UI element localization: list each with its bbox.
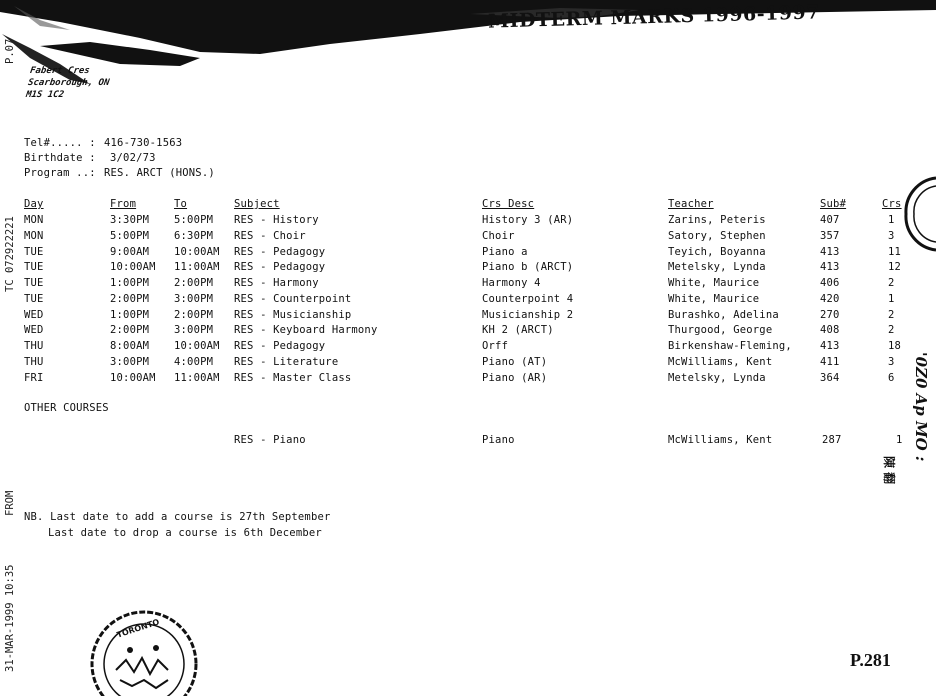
other-course-teacher: McWilliams, Kent [668,434,773,446]
cell-crs: 1 [888,214,895,226]
note-drop-course: Last date to drop a course is 6th December [48,527,322,539]
cell-to: 10:00AM [174,340,220,352]
cell-from: 1:00PM [110,308,150,321]
cell-to: 2:00PM [174,308,214,321]
cell-day: MON [24,214,44,226]
cell-subject: RES - Pedagogy [234,261,326,274]
note-add-course: NB. Last date to add a course is 27th September [24,511,331,523]
cell-to: 6:30PM [174,229,214,242]
tel-value: 416-730-1563 [104,137,183,149]
cell-to: 11:00AM [174,371,220,384]
fax-time: 31-MAR-1999 10:35 [4,564,16,672]
page-number: P.281 [850,650,891,670]
other-course-sub-num: 287 [822,434,842,446]
cell-crs-desc: KH 2 (ARCT) [482,324,554,337]
cell-from: 2:00PM [110,324,150,337]
cell-teacher: White, Maurice [668,277,760,289]
cell-day: MON [24,229,44,242]
cell-subject: RES - Harmony [234,277,319,289]
header-from: From [110,198,137,210]
cell-sub-num: 408 [820,324,840,337]
other-course-desc: Piano [482,434,515,446]
address-line-1: Fabert Cres [29,66,91,76]
cell-day: WED [24,324,44,337]
cell-subject: RES - Pedagogy [234,245,326,258]
cell-from: 5:00PM [110,229,150,242]
cell-crs: 3 [888,229,895,242]
cell-crs-desc: Musicianship 2 [482,308,574,321]
cell-from: 9:00AM [110,245,150,258]
cell-subject: RES - Literature [234,355,339,368]
cell-subject: RES - Musicianship [234,308,352,321]
cell-teacher: Thurgood, George [668,324,773,337]
cell-teacher: Metelsky, Lynda [668,371,766,384]
cell-crs-desc: Piano a [482,245,528,258]
handwritten-annotation: '0Z0 Ap MO : [912,352,930,462]
cell-from: 3:30PM [110,214,150,226]
cell-subject: RES - Master Class [234,371,352,384]
cell-day: THU [24,355,44,368]
cell-crs-desc: Harmony 4 [482,277,541,289]
cell-teacher: McWilliams, Kent [668,355,773,368]
cell-day: TUE [24,292,44,305]
cell-crs-desc: Counterpoint 4 [482,292,574,305]
cell-sub-num: 357 [820,229,840,242]
cell-subject: RES - Counterpoint [234,292,352,305]
other-course-crs: 1 [896,434,903,446]
cell-crs: 2 [888,324,895,337]
cell-crs-desc: Choir [482,229,515,242]
cell-crs-desc: Piano (AT) [482,355,548,368]
fax-page-top: P.07 [4,38,16,64]
cell-crs: 2 [888,308,895,321]
cell-sub-num: 413 [820,245,840,258]
cell-from: 10:00AM [110,371,156,384]
cell-crs: 11 [888,245,902,258]
other-courses-label: OTHER COURSES [24,402,109,414]
cell-day: TUE [24,245,44,258]
cell-sub-num: 413 [820,340,840,352]
cell-subject: RES - Choir [234,229,306,242]
cell-day: THU [24,340,44,352]
cell-day: FRI [24,371,44,384]
cell-crs-desc: History 3 (AR) [482,214,574,226]
edge-stamp-icon [896,176,936,252]
address-line-2: Scarborough, ON [27,78,110,88]
cell-subject: RES - History [234,214,319,226]
cell-teacher: Teyich, Boyanna [668,245,766,258]
cell-teacher: Metelsky, Lynda [668,261,766,274]
cell-teacher: Burashko, Adelina [668,308,779,321]
cell-to: 3:00PM [174,324,214,337]
seal-stamp-text: TORONTO [115,617,161,640]
cell-sub-num: 413 [820,261,840,274]
header-crs: Crs [882,198,902,210]
cell-crs-desc: Orff [482,340,509,352]
fax-from: FROM [4,490,16,516]
program-label: Program ..: [24,167,96,179]
cell-sub-num: 420 [820,292,840,305]
cell-to: 4:00PM [174,355,214,368]
cell-to: 3:00PM [174,292,214,305]
cell-teacher: Birkenshaw-Fleming, [668,340,792,352]
address-line-3: M1S 1C2 [25,90,65,100]
cell-teacher: White, Maurice [668,292,760,305]
cell-from: 8:00AM [110,340,150,352]
cell-to: 11:00AM [174,261,220,274]
cell-crs: 2 [888,277,895,289]
cell-crs-desc: Piano b (ARCT) [482,261,574,274]
cell-day: TUE [24,261,44,274]
cell-day: WED [24,308,44,321]
cell-subject: RES - Pedagogy [234,340,326,352]
header-sub-num: Sub# [820,198,847,210]
seal-stamp-icon [86,600,198,696]
cell-from: 3:00PM [110,355,150,368]
birthdate-label: Birthdate : [24,152,96,164]
cell-to: 10:00AM [174,245,220,258]
cell-from: 10:00AM [110,261,156,274]
cell-crs: 3 [888,355,895,368]
cell-teacher: Zarins, Peteris [668,214,766,226]
program-value: RES. ARCT (HONS.) [104,167,215,179]
cell-sub-num: 270 [820,308,840,321]
cell-teacher: Satory, Stephen [668,229,766,242]
document-title: MIDTERM MARKS 1996-1997 [487,1,821,33]
cell-to: 5:00PM [174,214,214,226]
cell-crs: 1 [888,292,895,305]
cell-sub-num: 406 [820,277,840,289]
cell-from: 1:00PM [110,277,150,289]
tel-label: Tel#..... : [24,137,96,149]
cell-to: 2:00PM [174,277,214,289]
header-to: To [174,198,188,210]
header-subject: Subject [234,198,280,210]
cell-crs: 18 [888,340,902,352]
fax-number: TC 072922221 [4,216,16,292]
header-teacher: Teacher [668,198,714,210]
cell-crs-desc: Piano (AR) [482,371,548,384]
cell-crs: 12 [888,261,902,274]
handwritten-characters: 陳 翻 [882,456,896,485]
header-crs-desc: Crs Desc [482,198,535,210]
cell-subject: RES - Keyboard Harmony [234,324,378,337]
birthdate-value: 3/02/73 [110,152,156,164]
cell-sub-num: 407 [820,214,840,226]
cell-day: TUE [24,277,44,289]
other-course-subject: RES - Piano [234,434,306,446]
header-day: Day [24,198,44,210]
cell-sub-num: 364 [820,371,840,384]
cell-sub-num: 411 [820,355,840,368]
cell-from: 2:00PM [110,292,150,305]
cell-crs: 6 [888,371,895,384]
